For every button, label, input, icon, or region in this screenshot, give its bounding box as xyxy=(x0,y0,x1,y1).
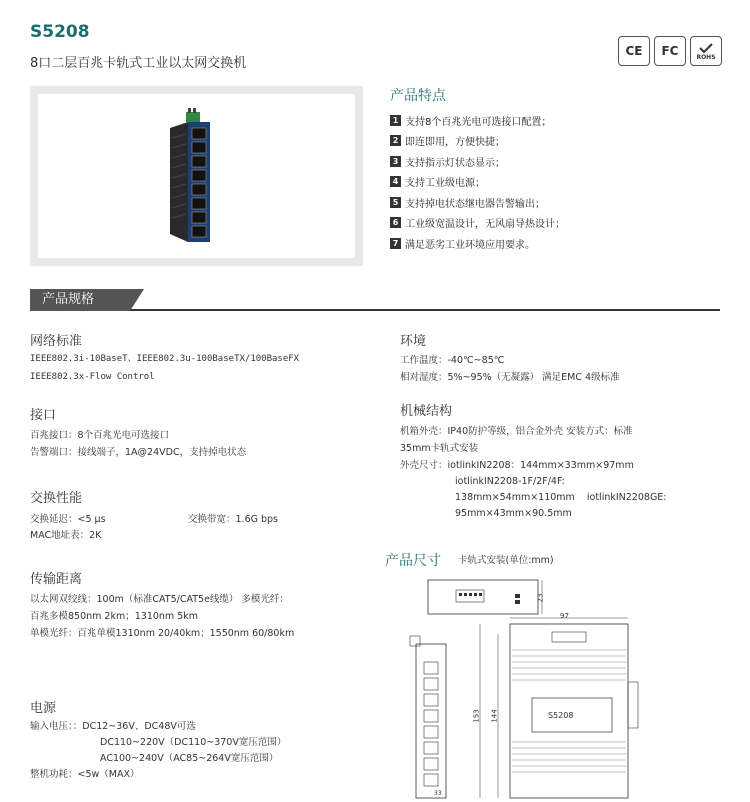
environment-line: 工作温度：-40℃~85℃ xyxy=(400,355,505,366)
power-line: AC100~240V（AC85~264V宽压范围） xyxy=(100,753,279,764)
list-item: 4 支持工业级电源； xyxy=(390,172,565,193)
list-item: 6 工业级宽温设计，无风扇导热设计； xyxy=(390,213,565,234)
dimensions-note: 卡轨式安装(单位:mm) xyxy=(458,555,554,566)
product-photo xyxy=(38,94,355,258)
dim-23: 23 xyxy=(536,593,545,603)
mechanical-line: 138mm×54mm×110mm iotlinkIN2208GE: xyxy=(455,492,667,503)
list-item: 1 支持8个百兆光电可选接口配置； xyxy=(390,110,565,131)
mechanical-line: 机箱外壳：IP40防护等级，铝合金外壳 安装方式：标准 xyxy=(400,426,633,437)
environment-title: 环境 xyxy=(400,334,427,349)
power-line: 输入电压：：DC12~36V、DC48V可选 xyxy=(30,721,196,732)
list-item: 5 支持掉电状态继电器告警输出； xyxy=(390,192,565,213)
mechanical-line: 外壳尺寸：iotlinkIN2208：144mm×33mm×97mm xyxy=(400,460,634,471)
distance-line: 百兆多模850nm 2km；1310nm 5km xyxy=(30,611,198,622)
device-label: S5208 xyxy=(548,711,574,720)
power-line: DC110~220V（DC110~370V宽压范围） xyxy=(100,737,287,748)
features-list xyxy=(390,110,565,254)
distance-line: 单模光纤：百兆单模1310nm 20/40km；1550nm 60/80km xyxy=(30,628,295,639)
dimensions-title: 产品尺寸 xyxy=(385,553,441,569)
network-line: IEEE802.3x-Flow Control xyxy=(30,372,155,382)
mechanical-line: 95mm×43mm×90.5mm xyxy=(455,508,572,519)
power-line: 整机功耗：<5w（MAX） xyxy=(30,769,140,780)
product-subtitle: 8口二层百兆卡轨式工业以太网交换机 xyxy=(30,56,247,71)
mechanical-title: 机械结构 xyxy=(400,404,453,419)
dimension-drawing xyxy=(380,572,680,800)
fcc-cert-icon: FC xyxy=(654,36,686,66)
dim-33: 33 xyxy=(434,790,442,797)
distance-title: 传输距离 xyxy=(30,572,83,587)
interface-line: 告警端口：接线端子，1A@24VDC，支持掉电状态 xyxy=(30,447,247,458)
network-line: IEEE802.3i-10BaseT、IEEE802.3u-100BaseTX/100BaseFX xyxy=(30,354,300,364)
switching-mac: MAC地址表：2K xyxy=(30,530,102,541)
banner-tip xyxy=(130,289,144,311)
list-item: 3 支持指示灯状态显示； xyxy=(390,151,565,172)
environment-line: 相对湿度：5%~95%（无凝露） 满足EMC 4级标准 xyxy=(400,372,620,383)
specs-banner: 产品规格 xyxy=(30,289,130,311)
switching-bandwidth: 交换带宽：1.6G bps xyxy=(188,514,278,525)
product-model: S5208 xyxy=(30,22,90,42)
rohs-cert-icon: ROHS xyxy=(690,36,722,66)
switching-latency: 交换延迟：<5 μs xyxy=(30,514,106,525)
interface-line: 百兆接口：8个百兆光电可选接口 xyxy=(30,430,170,441)
mechanical-line: 35mm卡轨式安装 xyxy=(400,443,479,454)
ce-cert-icon: CE xyxy=(618,36,650,66)
mechanical-line: iotlinkIN2208-1F/2F/4F: xyxy=(455,476,565,487)
dim-153: 153 xyxy=(472,709,481,723)
switching-title: 交换性能 xyxy=(30,491,83,506)
features-title: 产品特点 xyxy=(390,88,446,104)
cert-badges xyxy=(618,36,722,66)
network-title: 网络标准 xyxy=(30,334,83,349)
dim-144: 144 xyxy=(490,709,499,723)
interface-title: 接口 xyxy=(30,408,57,423)
power-title: 电源 xyxy=(30,701,57,716)
dim-97: 97 xyxy=(560,612,569,620)
list-item: 7 满足恶劣工业环境应用要求。 xyxy=(390,233,565,254)
distance-line: 以太网双绞线：100m（标准CAT5/CAT5e线缆） 多模光纤： xyxy=(30,594,289,605)
list-item: 2 即连即用，方便快捷； xyxy=(390,131,565,152)
